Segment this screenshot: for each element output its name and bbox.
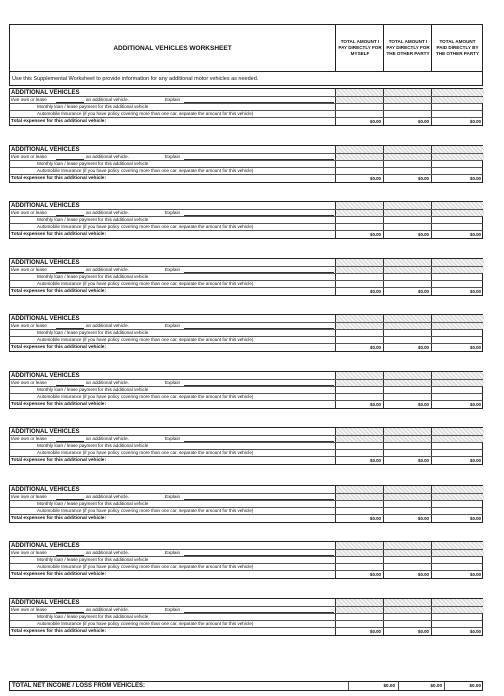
explain-label: Explain xyxy=(165,550,181,555)
amount-pay-myself: $0.00 xyxy=(370,232,381,237)
own-lease-suffix: an additional vehicle. xyxy=(86,607,129,612)
loan-label: Monthly loan / lease payment for this additional vehicle xyxy=(37,161,149,166)
own-lease-field[interactable] xyxy=(56,381,84,386)
insurance-label: Automobile Insurance (if you have policy covering more than one car, separate the amount for this vehicle) xyxy=(37,621,254,626)
amount-paid-by-other: $0.00 xyxy=(470,176,481,181)
block-heading: ADDITIONAL VEHICLES xyxy=(11,203,80,209)
insurance-row xyxy=(9,621,483,628)
amount-pay-myself: $0.00 xyxy=(370,345,381,350)
own-lease-row xyxy=(9,607,483,614)
block-total-row xyxy=(9,118,483,126)
amount-pay-myself: $0.00 xyxy=(370,516,381,521)
block-heading-row xyxy=(9,314,483,323)
own-lease-label: I/we own or lease xyxy=(11,97,47,102)
block-total-label: Total expenses for this additional vehicle: xyxy=(11,572,107,577)
vehicle-block xyxy=(9,427,483,465)
own-lease-suffix: an additional vehicle. xyxy=(86,323,129,328)
insurance-label: Automobile Insurance (if you have policy covering more than one car, separate the amount for this vehicle) xyxy=(37,564,254,569)
amount-paid-by-other: $0.00 xyxy=(470,629,481,634)
block-heading-row xyxy=(9,88,483,97)
loan-label: Monthly loan / lease payment for this additional vehicle xyxy=(37,274,149,279)
own-lease-field[interactable] xyxy=(56,268,84,273)
insurance-row xyxy=(9,337,483,344)
block-heading-row xyxy=(9,598,483,607)
own-lease-suffix: an additional vehicle. xyxy=(86,550,129,555)
net-amount-3: $0.00 xyxy=(469,683,481,688)
loan-row xyxy=(9,557,483,564)
explain-field[interactable] xyxy=(184,268,334,273)
block-total-row xyxy=(9,231,483,239)
amount-pay-other: $0.00 xyxy=(418,345,429,350)
loan-row xyxy=(9,274,483,281)
loan-row xyxy=(9,104,483,111)
own-lease-suffix: an additional vehicle. xyxy=(86,267,129,272)
amount-paid-by-other: $0.00 xyxy=(470,572,481,577)
block-total-row xyxy=(9,175,483,183)
own-lease-label: I/we own or lease xyxy=(11,267,47,272)
amount-paid-by-other: $0.00 xyxy=(470,345,481,350)
explain-field[interactable] xyxy=(184,324,334,329)
amount-pay-other: $0.00 xyxy=(418,119,429,124)
block-total-label: Total expenses for this additional vehicle: xyxy=(11,402,107,407)
amount-pay-other: $0.00 xyxy=(418,232,429,237)
explain-field[interactable] xyxy=(184,437,334,442)
own-lease-row xyxy=(9,323,483,330)
own-lease-label: I/we own or lease xyxy=(11,494,47,499)
insurance-row xyxy=(9,508,483,515)
amount-pay-myself: $0.00 xyxy=(370,402,381,407)
net-amount-2: $0.00 xyxy=(430,683,442,688)
own-lease-suffix: an additional vehicle. xyxy=(86,494,129,499)
amount-pay-myself: $0.00 xyxy=(370,572,381,577)
block-total-row xyxy=(9,457,483,465)
block-total-row xyxy=(9,344,483,352)
amount-pay-myself: $0.00 xyxy=(370,458,381,463)
loan-row xyxy=(9,217,483,224)
block-heading: ADDITIONAL VEHICLES xyxy=(11,260,80,266)
amount-pay-other: $0.00 xyxy=(418,176,429,181)
block-heading-row xyxy=(9,427,483,436)
loan-row xyxy=(9,330,483,337)
insurance-row xyxy=(9,564,483,571)
own-lease-suffix: an additional vehicle. xyxy=(86,436,129,441)
own-lease-row xyxy=(9,494,483,501)
block-total-row xyxy=(9,571,483,579)
own-lease-label: I/we own or lease xyxy=(11,550,47,555)
loan-label: Monthly loan / lease payment for this additional vehicle xyxy=(37,387,149,392)
block-heading: ADDITIONAL VEHICLES xyxy=(11,373,80,379)
block-total-row xyxy=(9,628,483,636)
col-pay-other-party: TOTAL AMOUNT I PAY DIRECTLY FOR THE OTHER PARTY xyxy=(383,25,432,71)
amount-paid-by-other: $0.00 xyxy=(470,119,481,124)
block-total-row xyxy=(9,401,483,409)
loan-row xyxy=(9,614,483,621)
header-table xyxy=(9,24,483,72)
vehicle-block xyxy=(9,145,483,183)
vehicle-block xyxy=(9,598,483,636)
block-heading: ADDITIONAL VEHICLES xyxy=(11,316,80,322)
explain-label: Explain xyxy=(165,380,181,385)
explain-field[interactable] xyxy=(184,608,334,613)
explain-label: Explain xyxy=(165,323,181,328)
own-lease-row xyxy=(9,97,483,104)
insurance-row xyxy=(9,224,483,231)
block-total-row xyxy=(9,288,483,296)
explain-field[interactable] xyxy=(184,155,334,160)
block-heading: ADDITIONAL VEHICLES xyxy=(11,543,80,549)
loan-label: Monthly loan / lease payment for this additional vehicle xyxy=(37,557,149,562)
insurance-label: Automobile Insurance (if you have policy covering more than one car, separate the amount for this vehicle) xyxy=(37,224,254,229)
insurance-row xyxy=(9,111,483,118)
own-lease-suffix: an additional vehicle. xyxy=(86,97,129,102)
own-lease-suffix: an additional vehicle. xyxy=(86,210,129,215)
own-lease-row xyxy=(9,210,483,217)
amount-paid-by-other: $0.00 xyxy=(470,232,481,237)
col-paid-by-other: TOTAL AMOUNT PAID DIRECTLY BY THE OTHER PARTY xyxy=(431,25,483,71)
own-lease-label: I/we own or lease xyxy=(11,380,47,385)
loan-label: Monthly loan / lease payment for this additional vehicle xyxy=(37,614,149,619)
own-lease-label: I/we own or lease xyxy=(11,154,47,159)
insurance-row xyxy=(9,394,483,401)
vehicle-block xyxy=(9,314,483,352)
explain-label: Explain xyxy=(165,494,181,499)
insurance-label: Automobile Insurance (if you have policy covering more than one car, separate the amount for this vehicle) xyxy=(37,281,254,286)
insurance-label: Automobile Insurance (if you have policy covering more than one car, separate the amount for this vehicle) xyxy=(37,508,254,513)
vehicle-block xyxy=(9,541,483,579)
amount-pay-other: $0.00 xyxy=(418,629,429,634)
block-total-label: Total expenses for this additional vehicle: xyxy=(11,119,107,124)
loan-label: Monthly loan / lease payment for this additional vehicle xyxy=(37,330,149,335)
own-lease-suffix: an additional vehicle. xyxy=(86,154,129,159)
explain-field[interactable] xyxy=(184,495,334,500)
own-lease-field[interactable] xyxy=(56,608,84,613)
loan-row xyxy=(9,387,483,394)
own-lease-field[interactable] xyxy=(56,98,84,103)
insurance-row xyxy=(9,168,483,175)
col-pay-myself: TOTAL AMOUNT I PAY DIRECTLY FOR MYSELF xyxy=(335,25,384,71)
vehicle-block xyxy=(9,258,483,296)
block-heading-row xyxy=(9,145,483,154)
loan-row xyxy=(9,443,483,450)
loan-label: Monthly loan / lease payment for this additional vehicle xyxy=(37,443,149,448)
own-lease-field[interactable] xyxy=(56,437,84,442)
insurance-label: Automobile Insurance (if you have policy covering more than one car, separate the amount for this vehicle) xyxy=(37,450,254,455)
explain-label: Explain xyxy=(165,607,181,612)
block-heading: ADDITIONAL VEHICLES xyxy=(11,600,80,606)
insurance-row xyxy=(9,281,483,288)
block-heading-row xyxy=(9,485,483,494)
loan-label: Monthly loan / lease payment for this additional vehicle xyxy=(37,217,149,222)
net-total-row xyxy=(9,681,483,691)
own-lease-field[interactable] xyxy=(56,324,84,329)
amount-paid-by-other: $0.00 xyxy=(470,402,481,407)
block-heading-row xyxy=(9,258,483,267)
insurance-row xyxy=(9,450,483,457)
net-total-label: TOTAL NET INCOME / LOSS FROM VEHICLES: xyxy=(12,683,146,689)
amount-paid-by-other: $0.00 xyxy=(470,289,481,294)
insurance-label: Automobile Insurance (if you have policy covering more than one car, separate the amount for this vehicle) xyxy=(37,394,254,399)
worksheet-title: ADDITIONAL VEHICLES WORKSHEET xyxy=(113,45,232,52)
block-heading: ADDITIONAL VEHICLES xyxy=(11,147,80,153)
worksheet-header xyxy=(9,24,483,72)
explain-field[interactable] xyxy=(184,211,334,216)
amount-pay-other: $0.00 xyxy=(418,516,429,521)
explain-field[interactable] xyxy=(184,551,334,556)
vehicle-block xyxy=(9,371,483,409)
explain-label: Explain xyxy=(165,154,181,159)
insurance-label: Automobile Insurance (if you have policy covering more than one car, separate the amount for this vehicle) xyxy=(37,168,254,173)
block-total-label: Total expenses for this additional vehicle: xyxy=(11,458,107,463)
own-lease-row xyxy=(9,380,483,387)
block-heading-row xyxy=(9,541,483,550)
amount-paid-by-other: $0.00 xyxy=(470,516,481,521)
loan-row xyxy=(9,161,483,168)
own-lease-label: I/we own or lease xyxy=(11,436,47,441)
block-total-row xyxy=(9,515,483,523)
own-lease-suffix: an additional vehicle. xyxy=(86,380,129,385)
block-total-label: Total expenses for this additional vehicle: xyxy=(11,516,107,521)
block-total-label: Total expenses for this additional vehicle: xyxy=(11,629,107,634)
block-total-label: Total expenses for this additional vehicle: xyxy=(11,232,107,237)
amount-pay-myself: $0.00 xyxy=(370,629,381,634)
block-total-label: Total expenses for this additional vehicle: xyxy=(11,345,107,350)
explain-label: Explain xyxy=(165,267,181,272)
loan-row xyxy=(9,501,483,508)
amount-pay-other: $0.00 xyxy=(418,572,429,577)
own-lease-row xyxy=(9,436,483,443)
own-lease-label: I/we own or lease xyxy=(11,323,47,328)
intro-text: Use this Supplemental Worksheet to provide information for any additional motor vehicles as needed. xyxy=(9,72,483,86)
explain-field[interactable] xyxy=(184,98,334,103)
explain-label: Explain xyxy=(165,97,181,102)
amount-pay-other: $0.00 xyxy=(418,289,429,294)
own-lease-row xyxy=(9,550,483,557)
block-heading-row xyxy=(9,371,483,380)
block-total-label: Total expenses for this additional vehicle: xyxy=(11,176,107,181)
own-lease-row xyxy=(9,154,483,161)
loan-label: Monthly loan / lease payment for this additional vehicle xyxy=(37,501,149,506)
block-heading: ADDITIONAL VEHICLES xyxy=(11,487,80,493)
amount-pay-myself: $0.00 xyxy=(370,119,381,124)
own-lease-field[interactable] xyxy=(56,551,84,556)
explain-label: Explain xyxy=(165,436,181,441)
loan-label: Monthly loan / lease payment for this additional vehicle xyxy=(37,104,149,109)
amount-pay-other: $0.00 xyxy=(418,458,429,463)
vehicle-block xyxy=(9,201,483,239)
vehicle-block xyxy=(9,88,483,126)
amount-pay-myself: $0.00 xyxy=(370,176,381,181)
net-amount-1: $0.00 xyxy=(383,683,395,688)
block-total-label: Total expenses for this additional vehicle: xyxy=(11,289,107,294)
own-lease-label: I/we own or lease xyxy=(11,607,47,612)
block-heading-row xyxy=(9,201,483,210)
own-lease-row xyxy=(9,267,483,274)
explain-label: Explain xyxy=(165,210,181,215)
amount-pay-other: $0.00 xyxy=(418,402,429,407)
own-lease-field[interactable] xyxy=(56,211,84,216)
own-lease-label: I/we own or lease xyxy=(11,210,47,215)
block-heading: ADDITIONAL VEHICLES xyxy=(11,90,80,96)
own-lease-field[interactable] xyxy=(56,155,84,160)
amount-paid-by-other: $0.00 xyxy=(470,458,481,463)
amount-pay-myself: $0.00 xyxy=(370,289,381,294)
vehicle-block xyxy=(9,485,483,523)
insurance-label: Automobile Insurance (if you have policy covering more than one car, separate the amount for this vehicle) xyxy=(37,337,254,342)
insurance-label: Automobile Insurance (if you have policy covering more than one car, separate the amount for this vehicle) xyxy=(37,111,254,116)
explain-field[interactable] xyxy=(184,381,334,386)
block-heading: ADDITIONAL VEHICLES xyxy=(11,429,80,435)
own-lease-field[interactable] xyxy=(56,495,84,500)
